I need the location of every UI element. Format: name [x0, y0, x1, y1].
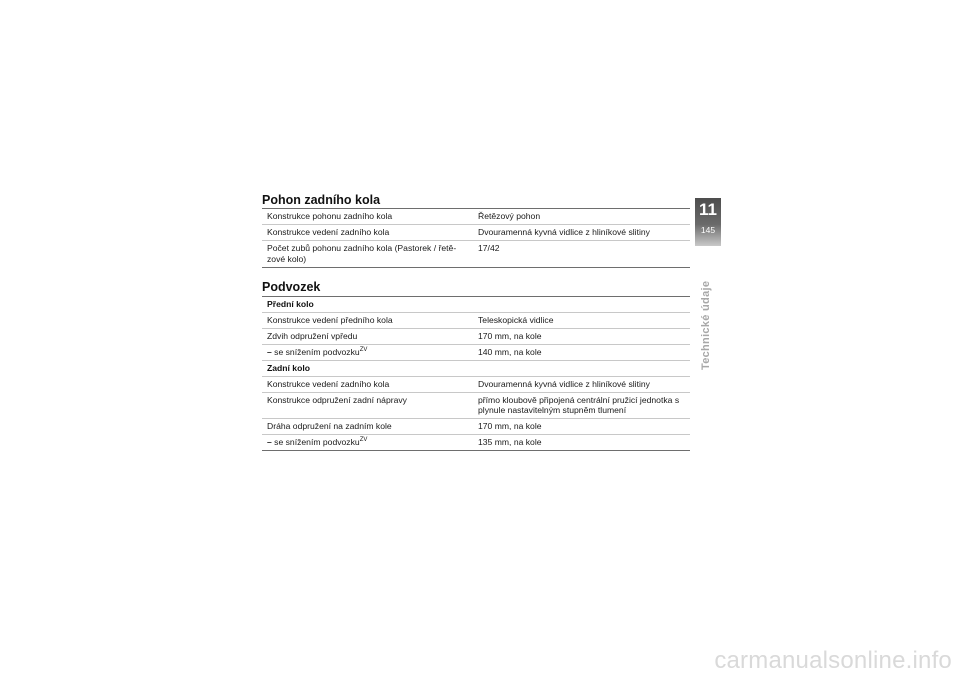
- row-label: Konstrukce vedení zadního kola: [262, 225, 473, 241]
- row-label: [262, 435, 473, 451]
- table-row: [262, 419, 690, 435]
- section-title-rear-drive: Pohon zadního kola: [262, 193, 381, 207]
- table-row: [262, 435, 690, 451]
- table-row: [262, 392, 690, 419]
- section-title-chassis: Podvozek: [262, 279, 321, 294]
- watermark-text: carmanualsonline.info: [714, 647, 952, 674]
- row-value: Teleskopická vidlice: [473, 312, 690, 328]
- rear-drive-table: [262, 208, 690, 268]
- chapter-tab: [695, 198, 721, 246]
- row-label: Konstrukce vedení předního kola: [262, 312, 473, 328]
- row-label: Zdvih odpružení vpředu: [262, 328, 473, 344]
- row-label: Konstrukce odpružení zadní nápravy: [262, 392, 473, 419]
- table-row: [262, 312, 690, 328]
- option-superscript: ZV: [359, 346, 368, 353]
- row-label: Počet zubů pohonu zadního kola (Pastorek / řetě-zové kolo): [262, 241, 473, 268]
- spec-content: [262, 192, 690, 451]
- table-row: [262, 225, 690, 241]
- row-label: Dráha odpružení na zadním kole: [262, 419, 473, 435]
- subheading-label: Přední kolo: [262, 296, 690, 312]
- subheading-label: Zadní kolo: [262, 360, 690, 376]
- row-label: Konstrukce pohonu zadního kola: [262, 209, 473, 225]
- table-row: [262, 209, 690, 225]
- dash-marker: –: [267, 346, 272, 357]
- table-row: [262, 241, 690, 268]
- option-superscript: ZV: [359, 437, 368, 443]
- row-value: přímo kloubově připojená centrální pružicí jednotka s plynule nastavitelným stupněm tlumení: [473, 392, 690, 419]
- row-label: [262, 344, 473, 360]
- lowered-label: se snížením podvozku: [274, 437, 360, 447]
- row-value: 170 mm, na kole: [473, 419, 690, 435]
- row-value: 170 mm, na kole: [473, 328, 690, 344]
- row-value: Dvouramenná kyvná vidlice z hliníkové slitiny: [473, 376, 690, 392]
- subheading-front-wheel: [262, 296, 690, 312]
- row-value: Řetězový pohon: [473, 209, 690, 225]
- row-value: Dvouramenná kyvná vidlice z hliníkové slitiny: [473, 225, 690, 241]
- table-row: [262, 344, 690, 360]
- page-number: 145: [700, 225, 716, 235]
- chassis-table: [262, 296, 690, 452]
- subheading-rear-wheel: [262, 360, 690, 376]
- chapter-number: 11: [699, 200, 717, 219]
- dash-marker: –: [267, 437, 272, 447]
- lowered-label: se snížením podvozku: [274, 346, 360, 357]
- chassis-section: [262, 279, 690, 452]
- row-value: 17/42: [473, 241, 690, 268]
- row-value: 140 mm, na kole: [473, 344, 690, 360]
- row-value: 135 mm, na kole: [473, 435, 690, 451]
- table-row: [262, 328, 690, 344]
- row-label: Konstrukce vedení zadního kola: [262, 376, 473, 392]
- table-row: [262, 376, 690, 392]
- chapter-side-title: Technické údaje: [700, 280, 712, 370]
